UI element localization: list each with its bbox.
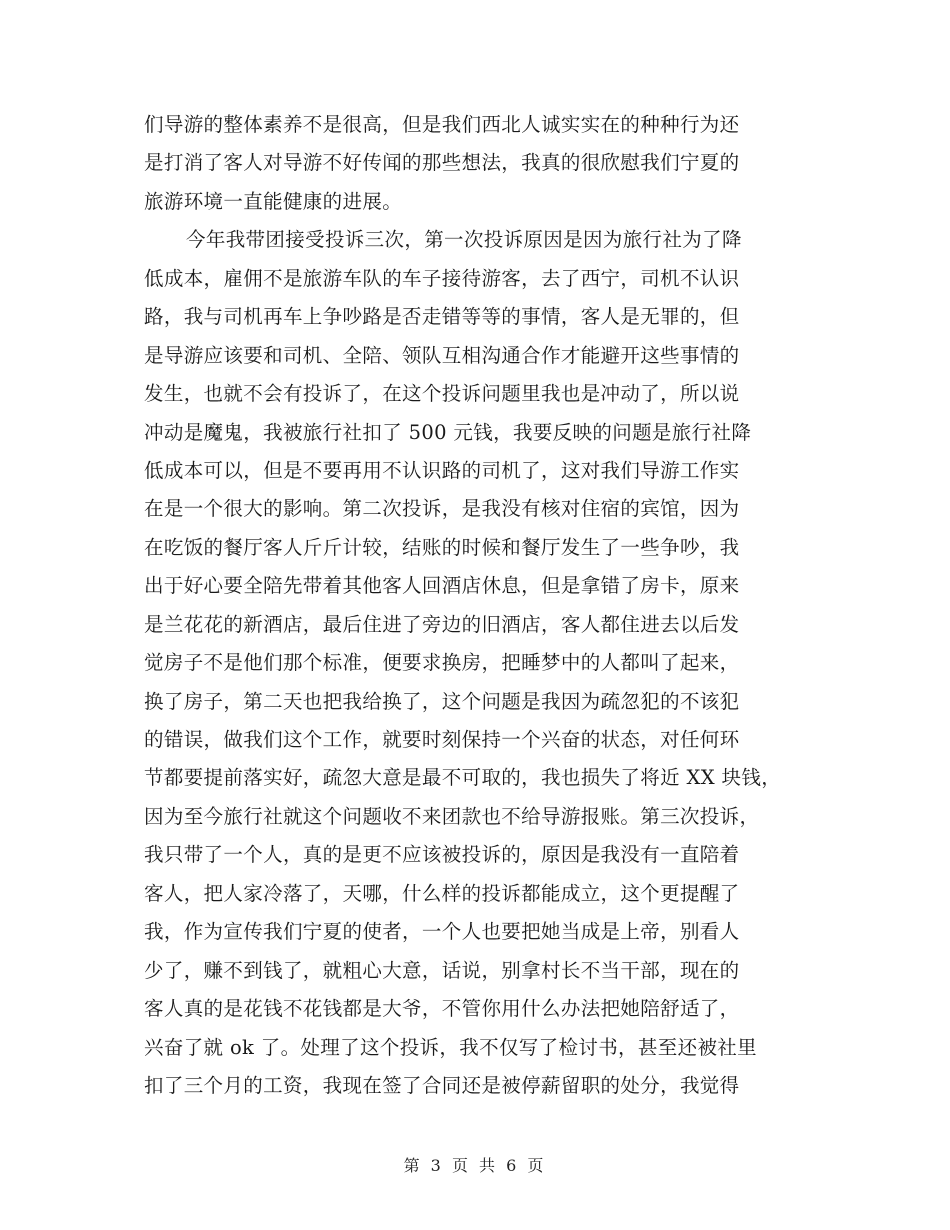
text-line: 客人，把人家冷落了，天哪，什么样的投诉都能成立，这个更提醒了: [144, 881, 740, 905]
text-line: 低成本可以，但是不要再用不认识路的司机了，这对我们导游工作实: [144, 458, 740, 482]
text-line: 在吃饭的餐厅客人斤斤计较，结账的时候和餐厅发生了一些争吵，我: [144, 535, 740, 559]
text-line: 觉房子不是他们那个标准，便要求换房，把睡梦中的人都叫了起来，: [144, 651, 740, 675]
text-line: 我，作为宣传我们宁夏的使者，一个人也要把她当成是上帝，别看人: [144, 920, 740, 944]
text-line: 是兰花花的新酒店，最后住进了旁边的旧酒店，客人都住进去以后发: [144, 612, 740, 636]
text-line: 是打消了客人对导游不好传闻的那些想法，我真的很欣慰我们宁夏的: [144, 151, 740, 175]
text-line: 发生，也就不会有投诉了，在这个投诉问题里我也是冲动了，所以说: [144, 382, 740, 406]
text-line: 们导游的整体素养不是很高，但是我们西北人诚实实在的种种行为还: [144, 113, 740, 136]
text-line: 扣了三个月的工资，我现在签了合同还是被停薪留职的处分，我觉得: [144, 1073, 740, 1097]
text-line: 在是一个很大的影响。第二次投诉，是我没有核对住宿的宾馆，因为: [144, 497, 740, 521]
text-line: 低成本，雇佣不是旅游车队的车子接待游客，去了西宁，司机不认识: [144, 266, 740, 290]
body-text: [144, 106, 816, 1105]
page-number-footer: 第 3 页 共 6 页: [403, 1156, 547, 1175]
text-line: 少了，赚不到钱了，就粗心大意，话说，别拿村长不当干部，现在的: [144, 958, 740, 982]
text-line: 客人真的是花钱不花钱都是大爷，不管你用什么办法把她陪舒适了，: [144, 997, 740, 1021]
text-line: 路，我与司机再车上争吵路是否走错等等的事情，客人是无罪的，但: [144, 305, 740, 329]
text-line: 出于好心要全陪先带着其他客人回酒店休息，但是拿错了房卡，原来: [144, 574, 740, 598]
text-line: 旅游环境一直能健康的进展。: [144, 189, 403, 213]
text-line: 我只带了一个人，真的是更不应该被投诉的，原因是我没有一直陪着: [144, 843, 740, 867]
text-line: 兴奋了就 ok 了。处理了这个投诉，我不仅写了检讨书，甚至还被社里: [144, 1035, 758, 1059]
text-line: 因为至今旅行社就这个问题收不来团款也不给导游报账。第三次投诉，: [144, 804, 760, 828]
text-line: 节都要提前落实好，疏忽大意是最不可取的，我也损失了将近 XX 块钱，: [144, 766, 782, 790]
text-line: 是导游应该要和司机、全陪、领队互相沟通合作才能避开这些事情的: [144, 343, 740, 367]
paragraph-first-line: 今年我带团接受投诉三次，第一次投诉原因是因为旅行社为了降: [186, 228, 742, 252]
text-line: 的错误，做我们这个工作，就要时刻保持一个兴奋的状态，对任何环: [144, 728, 740, 751]
text-line: 冲动是魔鬼，我被旅行社扣了 500 元钱，我要反映的问题是旅行社降: [144, 420, 752, 444]
text-line: 换了房子，第二天也把我给换了，这个问题是我因为疏忽犯的不该犯: [144, 689, 740, 713]
